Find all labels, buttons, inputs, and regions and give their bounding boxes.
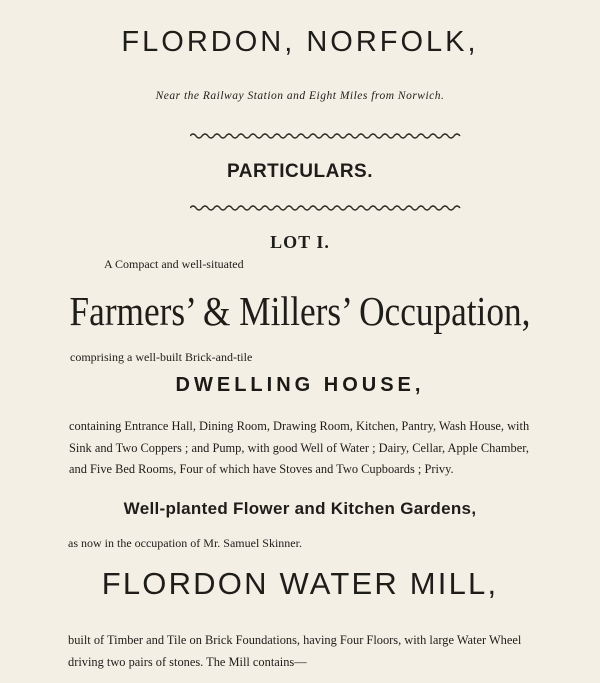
mill-line: built of Timber and Tile on Brick Foundations, having Four Floors, with large Water Wheel — [68, 633, 522, 647]
mill-heading: FLORDON WATER MILL, — [101, 566, 499, 601]
occupier-text: as now in the occupation of Mr. Samuel Skinner. — [68, 536, 302, 550]
mill-line: driving two pairs of stones. The Mill contains— — [68, 654, 307, 669]
lot-number: LOT I. — [270, 232, 330, 252]
dwelling-heading: DWELLING HOUSE, — [175, 374, 425, 396]
dwelling-description — [69, 416, 581, 481]
description-line: and Five Bed Rooms, Four of which have Stoves and Two Cupboards ; Privy. — [69, 462, 454, 476]
wavy-divider-top — [190, 131, 462, 141]
document-subtitle: Near the Railway Station and Eight Miles from Norwich. — [155, 90, 445, 102]
lot-intro: A Compact and well-situated — [104, 257, 244, 271]
mill-description — [68, 630, 521, 673]
description-line: Sink and Two Coppers ; and Pump, with good Well of Water ; Dairy, Cellar, Apple Chamber, — [69, 440, 529, 455]
document-title: FLORDON, NORFOLK, — [121, 26, 479, 58]
description-line: containing Entrance Hall, Dining Room, Drawing Room, Kitchen, Pantry, Wash House, with — [69, 419, 530, 433]
lot-headline: Farmers’ & Millers’ Occupation, — [69, 288, 531, 334]
comprising-text: comprising a well-built Brick-and-tile — [70, 350, 253, 364]
section-heading: PARTICULARS. — [226, 161, 374, 182]
gardens-heading: Well-planted Flower and Kitchen Gardens, — [123, 499, 477, 518]
wavy-divider-bottom — [190, 203, 462, 213]
